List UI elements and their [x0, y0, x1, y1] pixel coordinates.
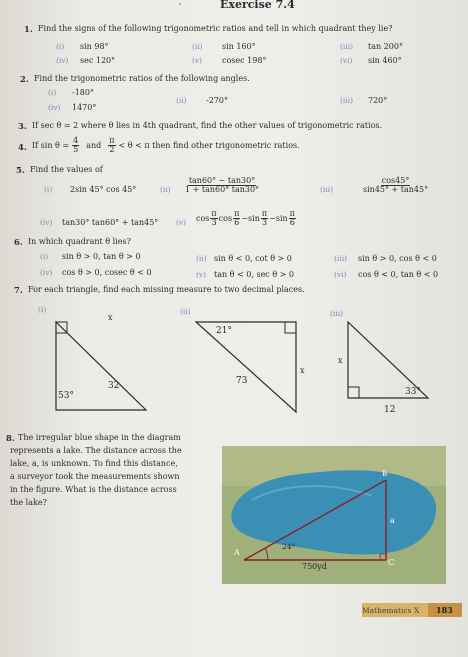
q6-item-label: (v): [196, 270, 207, 279]
q5-i-label: (i): [44, 185, 53, 194]
q5-ii-numerator: tan60° − tan30°: [188, 176, 256, 185]
footer-book-title: Mathematics X: [362, 606, 420, 615]
q2-item-expr: 720°: [368, 96, 388, 105]
q5-ii-denominator: 1 + tan60° tan30°: [185, 185, 260, 194]
q6-item-expr: sin θ < 0, cot θ > 0: [214, 254, 292, 263]
q1-item-label: (i): [56, 42, 65, 51]
q5-iii-label: (iii): [320, 185, 334, 194]
t2-side: x: [300, 366, 305, 375]
q4-post: < θ < π then find other trigonometric ratios.: [118, 141, 300, 150]
q1-text: Find the signs of the following trigonometric ratios and tell in which quadrant they lie?: [38, 24, 393, 33]
q5-iii-numerator: cos45°: [381, 176, 410, 185]
q2-item-label: (i): [48, 88, 57, 97]
q1-item-label: (iii): [340, 42, 354, 51]
point-b-label: B: [382, 470, 388, 478]
q6-item-expr: sin θ > 0, tan θ > 0: [62, 252, 141, 261]
q6-item-expr: cos θ < 0, tan θ < 0: [358, 270, 439, 279]
q5-v-frac-num: π: [261, 209, 268, 218]
q6-item-label: (iii): [334, 254, 348, 263]
q4-frac-num: 4: [73, 136, 79, 145]
q1-number: 1.: [24, 24, 33, 34]
q5-i-expr: 2sin 45° cos 45°: [70, 185, 137, 194]
q2-item-expr: 1470°: [72, 103, 97, 112]
q2-item-label: (ii): [176, 96, 187, 105]
q4-frac-num: π: [109, 136, 115, 145]
q5-v-frac-den: 3: [211, 218, 217, 227]
q5-v-cos: cos: [218, 214, 233, 223]
q1-item-expr: cosec 198°: [222, 56, 267, 65]
q8-line: represents a lake. The distance across the: [10, 446, 182, 455]
q5-v-label: (v): [176, 218, 187, 227]
q5-text: Find the values of: [30, 165, 103, 174]
q6-item-expr: sin θ > 0, cos θ < 0: [358, 254, 437, 263]
q2-text: Find the trigonometric ratios of the following angles.: [34, 74, 250, 83]
q6-item-expr: cos θ > 0, cosec θ < 0: [62, 268, 152, 277]
q1-item-label: (iv): [56, 56, 69, 65]
q7-t1-label: (i): [38, 305, 47, 314]
q5-v-cos: cos: [196, 214, 210, 223]
header-mark: ': [179, 2, 182, 11]
exercise-title: Exercise 7.4: [220, 0, 295, 11]
q2-number: 2.: [20, 74, 29, 84]
distance-a-label: a: [390, 516, 395, 525]
t2-hypotenuse: 73: [236, 376, 248, 386]
q3-number: 3.: [18, 121, 27, 131]
q2-item-expr: -270°: [206, 96, 228, 105]
q1-item-expr: sec 120°: [80, 56, 116, 65]
q7-t3-label: (iii): [330, 309, 344, 318]
q5-v-sin: −sin: [241, 214, 260, 223]
q6-number: 6.: [14, 237, 23, 247]
q1-item-expr: sin 460°: [368, 56, 402, 65]
q2-item-label: (iv): [48, 103, 61, 112]
q5-ii-label: (ii): [160, 185, 171, 194]
q7-t2-label: (ii): [180, 307, 191, 316]
q7-number: 7.: [14, 285, 23, 295]
q8-line: a surveyor took the measurements shown: [10, 472, 180, 481]
q8-number: 8.: [6, 433, 15, 443]
t2-angle: 21°: [216, 326, 232, 336]
q3-text: If sec θ = 2 where θ lies in 4th quadrant, find the other values of trigonometric ratios.: [32, 121, 382, 130]
t3-side: x: [338, 356, 343, 365]
q4-and: and: [86, 141, 102, 150]
t1-side-top: x: [108, 313, 113, 322]
q5-v-frac-num: π: [211, 209, 217, 218]
q1-item-expr: sin 160°: [222, 42, 256, 51]
q1-item-expr: sin 98°: [80, 42, 109, 51]
q6-item-label: (vi): [334, 270, 347, 279]
distance-750-label: 750yd: [302, 562, 327, 571]
q5-iv-expr: tan30° tan60° + tan45°: [62, 218, 159, 227]
q5-v-frac-num: π: [289, 209, 295, 218]
q8-line: in the figure. What is the distance across: [10, 485, 177, 494]
q8-line: the lake?: [10, 498, 47, 507]
q1-item-label: (v): [192, 56, 203, 65]
angle-24-label: 24°: [282, 542, 296, 551]
q1-item-label: (vi): [340, 56, 353, 65]
point-a-label: A: [234, 548, 240, 557]
q1-item-expr: tan 200°: [368, 42, 403, 51]
q5-v-frac-den: 3: [261, 218, 268, 227]
t3-angle: 33°: [405, 387, 421, 397]
t1-hypotenuse: 32: [108, 381, 120, 391]
q2-item-label: (iii): [340, 96, 354, 105]
point-c-label: C: [388, 558, 395, 567]
q4-frac-den: 2: [109, 145, 115, 154]
q6-item-label: (i): [40, 252, 49, 261]
q6-item-label: (iv): [40, 268, 53, 277]
q7-text: For each triangle, find each missing measure to two decimal places.: [28, 285, 305, 294]
t3-base: 12: [384, 405, 396, 415]
q5-number: 5.: [16, 165, 25, 175]
q6-item-label: (ii): [196, 254, 207, 263]
q4-frac-den: 5: [73, 145, 79, 154]
t1-angle: 53°: [58, 391, 74, 401]
q5-iii-denominator: sin45° + tan45°: [363, 185, 429, 194]
q1-item-label: (ii): [192, 42, 203, 51]
q2-item-expr: -180°: [72, 88, 94, 97]
q5-v-frac-den: 6: [289, 218, 295, 227]
q8-line: lake, a, is unknown. To find this distance,: [10, 459, 178, 468]
q5-iv-label: (iv): [40, 218, 53, 227]
page-number: 183: [436, 605, 453, 615]
q4-number: 4.: [18, 142, 27, 152]
q6-item-expr: tan θ < 0, sec θ > 0: [214, 270, 295, 279]
q4-pre: If sin θ =: [32, 141, 70, 150]
q6-text: In which quadrant θ lies?: [28, 237, 131, 246]
q5-v-frac-num: π: [234, 209, 240, 218]
q5-v-frac-den: 6: [234, 218, 240, 227]
q8-line: The irregular blue shape in the diagram: [18, 433, 181, 442]
q5-v-sin: −sin: [269, 214, 288, 223]
